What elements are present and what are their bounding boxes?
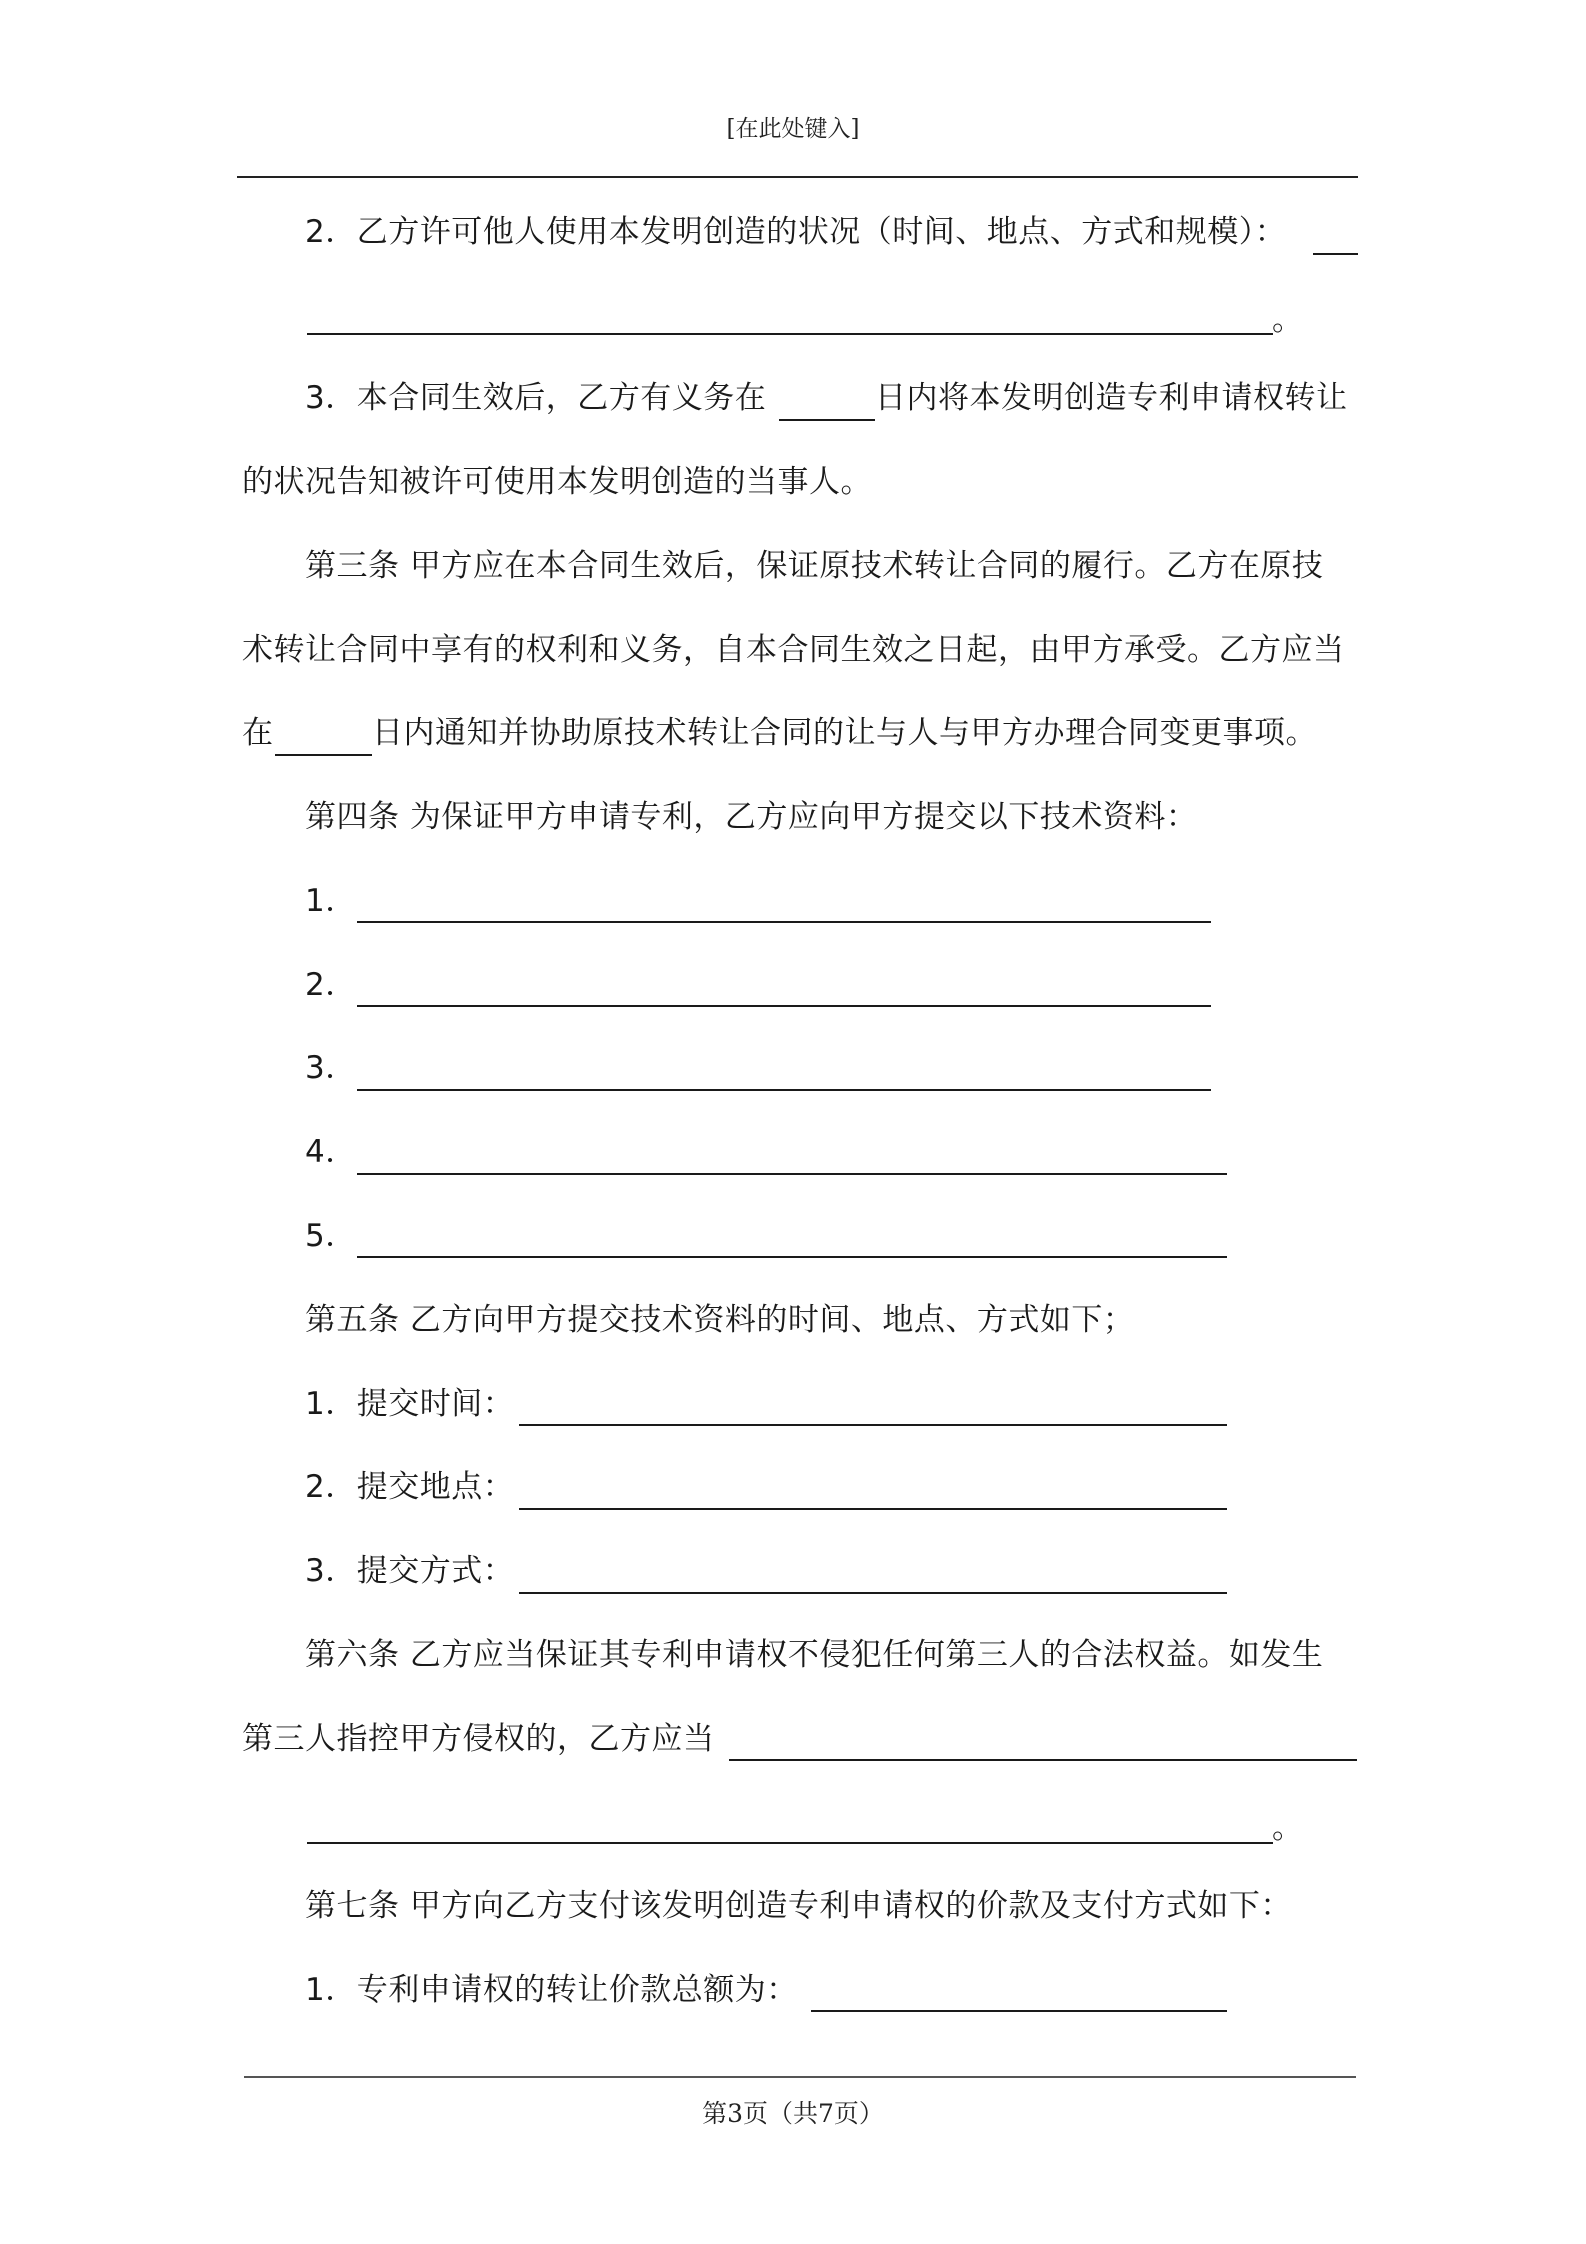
article3-line3-a: 在 bbox=[242, 715, 274, 751]
article4-item-1: 1． bbox=[305, 883, 357, 919]
article5-title: 第五条 乙方向甲方提交技术资料的时间、地点、方式如下； bbox=[305, 1302, 1135, 1338]
blank-article4-4 bbox=[357, 1173, 1227, 1175]
article5-item-method: 3．提交方式： bbox=[305, 1553, 515, 1589]
blank-article3-days bbox=[275, 754, 372, 756]
blank-submit-time bbox=[519, 1424, 1227, 1426]
article4-title: 第四条 为保证甲方申请专利，乙方应向甲方提交以下技术资料： bbox=[305, 799, 1198, 835]
item3-text-b: 日内将本发明创造专利申请权转让 bbox=[875, 380, 1348, 416]
article3-line2: 术转让合同中享有的权利和义务，自本合同生效之日起，由甲方承受。乙方应当 bbox=[242, 632, 1345, 668]
article7-title: 第七条 甲方向乙方支付该发明创造专利申请权的价款及支付方式如下： bbox=[305, 1888, 1292, 1924]
article4-item-5: 5． bbox=[305, 1218, 357, 1254]
article6-line2: 第三人指控甲方侵权的，乙方应当 bbox=[242, 1721, 715, 1757]
item2-period: 。 bbox=[1272, 302, 1304, 338]
article3-line1: 第三条 甲方应在本合同生效后，保证原技术转让合同的履行。乙方在原技 bbox=[305, 548, 1324, 584]
header-rule bbox=[237, 176, 1358, 178]
footer-rule bbox=[244, 2076, 1356, 2078]
blank-item3-days bbox=[779, 419, 875, 421]
article6-period: 。 bbox=[1272, 1810, 1304, 1846]
page-header: [在此处键入] bbox=[726, 116, 860, 142]
blank-article4-5 bbox=[357, 1256, 1227, 1258]
article7-item-1: 1．专利申请权的转让价款总额为： bbox=[305, 1972, 798, 2008]
blank-article6-a bbox=[729, 1759, 1357, 1761]
blank-total-price bbox=[811, 2010, 1227, 2012]
article5-item-time: 1．提交时间： bbox=[305, 1386, 515, 1422]
article6-line1: 第六条 乙方应当保证其专利申请权不侵犯任何第三人的合法权益。如发生 bbox=[305, 1637, 1324, 1673]
article4-item-3: 3． bbox=[305, 1050, 357, 1086]
article4-item-4: 4． bbox=[305, 1134, 357, 1170]
blank-article4-3 bbox=[357, 1089, 1211, 1091]
item3-line2: 的状况告知被许可使用本发明创造的当事人。 bbox=[242, 464, 872, 500]
blank-submit-method bbox=[519, 1592, 1227, 1594]
blank-submit-place bbox=[519, 1508, 1227, 1510]
article3-line3-b: 日内通知并协助原技术转让合同的让与人与甲方办理合同变更事项。 bbox=[372, 715, 1317, 751]
blank-item2-b bbox=[307, 333, 1273, 335]
item2-text: 2．乙方许可他人使用本发明创造的状况（时间、地点、方式和规模）： bbox=[305, 214, 1287, 250]
blank-item2-a bbox=[1313, 253, 1358, 255]
article4-item-2: 2． bbox=[305, 967, 357, 1003]
blank-article4-2 bbox=[357, 1005, 1211, 1007]
page-footer: 第3页（共7页） bbox=[702, 2099, 884, 2128]
item3-text-a: 3．本合同生效后，乙方有义务在 bbox=[305, 380, 767, 416]
blank-article4-1 bbox=[357, 921, 1211, 923]
article5-item-place: 2．提交地点： bbox=[305, 1469, 515, 1505]
blank-article6-b bbox=[307, 1842, 1273, 1844]
